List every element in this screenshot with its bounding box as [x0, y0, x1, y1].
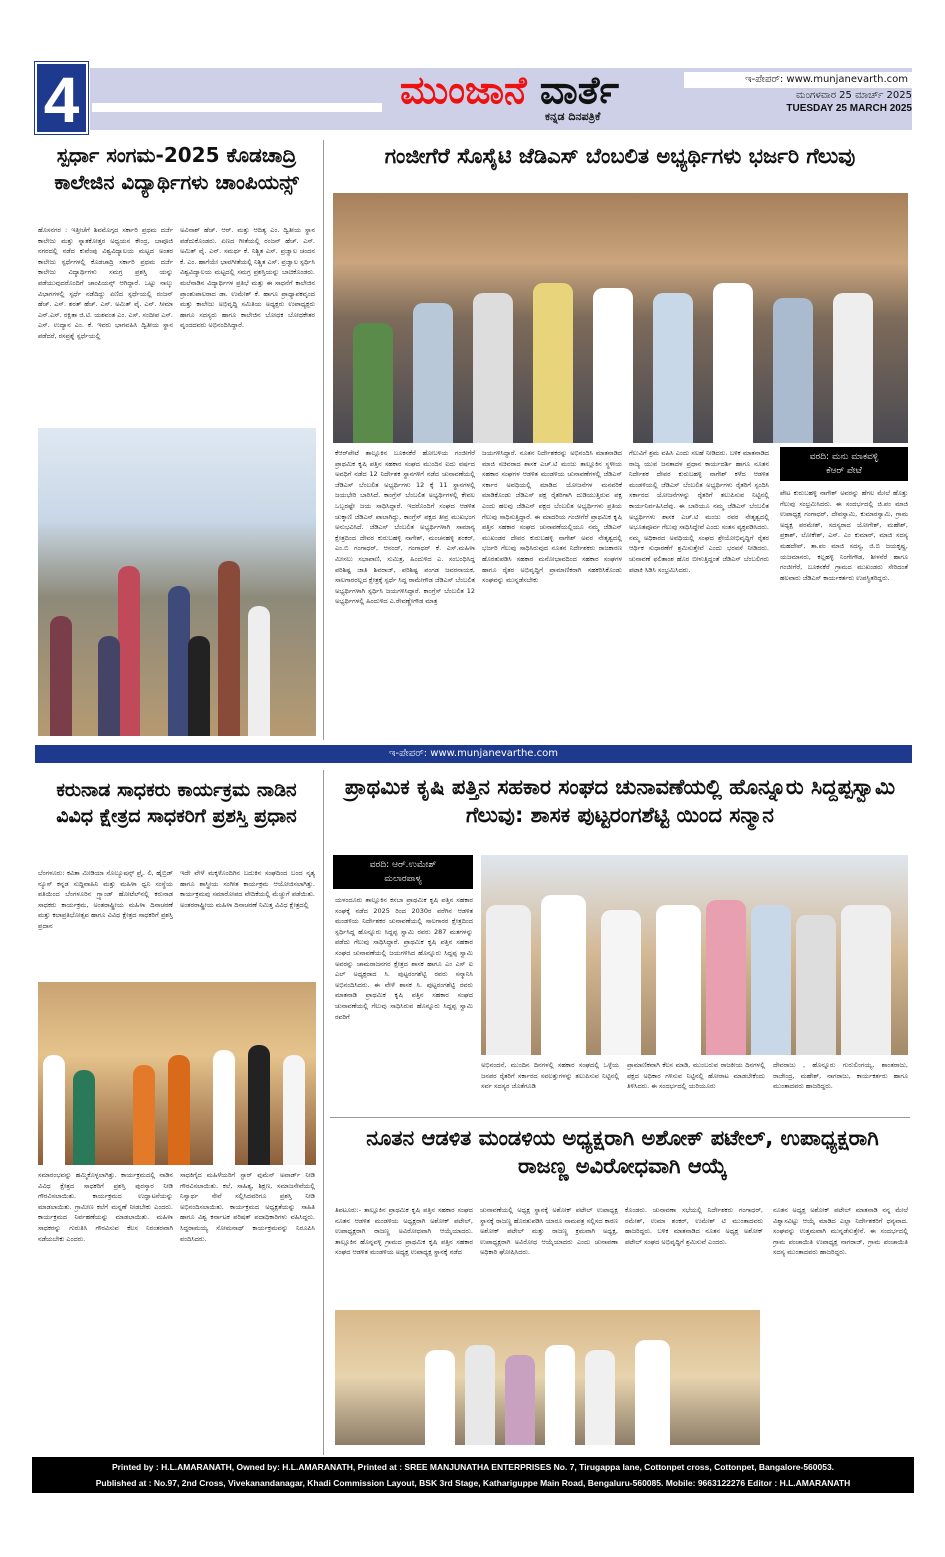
- award-ceremony-photo: [38, 982, 316, 1165]
- article-5-col1: ತಿಪಟೂರು:- ತಾಲ್ಲೂಕಿನ ಪ್ರಾಥಮಿಕ ಕೃಷಿ ಪತ್ತಿನ ಸಹಕಾರ ಸಂಘದ ನೂತನ ಆಡಳಿತ ಮಂಡಳಿಯ ಅಧ್ಯಕ್ಷರಾಗಿ ಅಶೋಕ್ ಪಟೇಲ್, ಉಪಾಧ್ಯಕ್ಷರಾಗಿ ರಾಜಣ್ಣ ಅವಿರೋಧವಾಗಿ ಆಯ್ಕೆಯಾದರು. ತಾಲ್ಲೂಕಿನ ಹೊನ್ನವಳ್ಳಿ ಗ್ರಾಮದ ಪ್ರಾಥಮಿಕ ಕೃಷಿ ಪತ್ತಿನ ಸಹಕಾರ ಸಂಘದ ಆಡಳಿತ ಮಂಡಳಿಯ ಅಧ್ಯಕ್ಷ ಉಪಾಧ್ಯಕ್ಷ ಸ್ಥಾನಕ್ಕೆ ನಡೆದ: [335, 1206, 473, 1257]
- students-group-photo: [38, 428, 316, 736]
- date-english: TUESDAY 25 MARCH 2025: [786, 103, 912, 114]
- byline-place: ಮಲಾರಪಾಳ್ಯ: [384, 874, 422, 884]
- article-2-col3: ಗೆಲುವಿಗೆ ಶ್ರಮ ವಹಿಸಿ ಎಂದು ಸಲಹೆ ನೀಡಿದರು. ಬಳಿಕ ಮಾತನಾಡಿದ ರಾಜ್ಯ ಯುವ ಜನತಾದಳ ಪ್ರಧಾನ ಕಾರ್ಯದರ್ಶಿ ಹಾಗೂ ನೂತನ ನಿರ್ದೇಶಕ ದೇವರ ಕುರುಬಹಳ್ಳಿ ನಾಗೇಶ್ ಕಳೆದ ಆಡಳಿತ ಮಂಡಳಿಯಲ್ಲಿ ಜೆಡಿಎಸ್ ಬೆಂಬಲಿತ ಅಭ್ಯರ್ಥಿಗಳು ರೈತರಿಗೆ ಸ್ಪಂದಿಸಿ ಸರ್ಕಾರದ ಯೋಜನೆಗಳನ್ನು ರೈತರಿಗೆ ತಲುಪಿಸುವ ನಿಟ್ಟಿನಲ್ಲಿ ಕಾರ್ಯನಿರ್ವಹಿಸಿದೆವು. ಈ ಬಾರಿಯೂ ನಮ್ಮ ಜೆಡಿಎಸ್ ಬೆಂಬಲಿತ ಅಭ್ಯರ್ಥಿಗಳು ಶಾಸಕ ಎಚ್.ಟಿ ಮಂಜು ರವರ ನೇತೃತ್ವದಲ್ಲಿ ಅಭೂತಪೂರ್ವ ಗೆಲುವು ಸಾಧಿಸಿದ್ದೇವೆ ಎಂದು ಸಂತಸ ವ್ಯಕ್ತಪಡಿಸಿದರು. ನಮ್ಮ ಅಧಿಕಾರದ ಅವಧಿಯಲ್ಲಿ ಸಂಘದ ಶ್ರೇಯೋಭಿವೃದ್ಧಿಗೆ ರೈತರ ಆರ್ಥಿಕ ಸುಧಾರಣೆಗೆ ಶ್ರಮಿಸುತ್ತೇವೆ ಎಂದು ಭರವಸೆ ನೀಡಿದರು. ಚುನಾವಣೆ ಫಲಿತಾಂಶ ಹೊರ ಬೀಳುತ್ತಿದ್ದಂತೆ ಜೆಡಿಎಸ್ ಬೆಂಬಲಿಗರು ಪಟಾಕಿ ಸಿಡಿಸಿ ಸಂಭ್ರಮಿಸಿದರು.: [629, 449, 769, 574]
- felicitation-photo: [481, 855, 908, 1055]
- article-4-byline: [333, 855, 473, 889]
- jds-winners-photo: [333, 193, 908, 443]
- logo-black: ವಾರ್ತೆ: [539, 68, 620, 112]
- headline-article-1: ಸ್ಪರ್ಧಾ ಸಂಗಮ-2025 ಕೊಡಚಾದ್ರಿ ಕಾಲೇಜಿನ ವಿದ್ಯಾರ್ಥಿಗಳು ಚಾಂಪಿಯನ್ಸ್: [54, 143, 299, 194]
- article-4-col1: ಯಳಂದೂರು ತಾಲ್ಲೂಕಿನ ಕಸಬಾ ಪ್ರಾಥಮಿಕ ಕೃಷಿ ಪತ್ತಿನ ಸಹಕಾರ ಸಂಘಕ್ಕೆ ನಡೆದ 2025 ರಿಂದ 2030ರ ವರೆಗಿನ ಆಡಳಿತ ಮಂಡಳಿಯ ನಿರ್ದೇಶಕರ ಚುನಾವಣೆಯಲ್ಲಿ ಸಾಲಗಾರರ ಕ್ಷೇತ್ರದಿಂದ ಸ್ಪರ್ಧಿಸಿದ್ದ ಹೊನ್ನೂರು ಸಿದ್ದಪ್ಪ ಸ್ವಾಮಿ ರವರು 287 ಮತಗಳನ್ನು ಪಡೆದು ಗೆಲುವು ಸಾಧಿಸಿದ್ದಾರೆ. ಪ್ರಾಥಮಿಕ ಕೃಷಿ ಪತ್ತಿನ ಸಹಕಾರ ಸಂಘದ ಚುನಾವಣೆಯಲ್ಲಿ ಜಯಗಳಿಸಿದ ಹೊನ್ನೂರು ಸಿದ್ದಪ್ಪ ಸ್ವಾಮಿ ಅವರನ್ನು ಚಾಮರಾಜನಗರ ಕ್ಷೇತ್ರದ ಶಾಸಕ ಹಾಗೂ ಎಂ ಎಸ್ ಐ ಎಲ್ ಅಧ್ಯಕ್ಷರಾದ ಸಿ. ಪುಟ್ಟರಂಗಶೆಟ್ಟಿ ರವರು ಸನ್ಮಾನಿಸಿ ಅಭಿನಂದಿಸಿದರು. ಈ ವೇಳೆ ಶಾಸಕ ಸಿ. ಪುಟ್ಟರಂಗಶೆಟ್ಟಿ ರವರು ಮಾತನಾಡಿ ಪ್ರಾಥಮಿಕ ಕೃಷಿ ಪತ್ತಿನ ಸಹಕಾರ ಸಂಘದ ಚುನಾವಣೆಯಲ್ಲಿ ಗೆಲುವು ಸಾಧಿಸಿರುವ ಹೊನ್ನೂರು ಸಿದ್ದಪ್ಪ ಸ್ವಾಮಿ ರವರಿಗೆ: [335, 896, 473, 1021]
- article-1-col1: ಹೊಸನಗರ : ಇತ್ತೀಚೆಗೆ ಶಿವಮೊಗ್ಗದ ಸರ್ಕಾರಿ ಪ್ರಥಮ ದರ್ಜೆ ಕಾಲೇಜು ಮತ್ತು ಸ್ನಾತಕೋತ್ತರ ಅಧ್ಯಯನ ಕೇಂದ್ರ, ಬಾಪೂಜಿ ನಗರದಲ್ಲಿ ನಡೆದ ಕುವೆಂಪು ವಿಶ್ವವಿದ್ಯಾಲಯ ಮಟ್ಟದ ಅಂತರ ಕಾಲೇಜು ಸ್ಪರ್ಧೆಗಳಲ್ಲಿ ಕೊಡಚಾದ್ರಿ ಸರ್ಕಾರಿ ಪ್ರಥಮ ದರ್ಜೆ ಕಾಲೇಜು ವಿದ್ಯಾರ್ಥಿಗಳು ಸಮಗ್ರ ಪ್ರಶಸ್ತಿ ಯನ್ನು ಪಡೆಯುವುದರೊಂದಿಗೆ ಚಾಂಪಿಯನ್ಸ್ ಆಗಿದ್ದಾರೆ. ಒಟ್ಟು ನಾಲ್ಕು ವಿಭಾಗಗಳಲ್ಲಿ ಸ್ಪರ್ಧೆ ನಡೆದಿದ್ದು ಏಣಿದ ಸ್ಪರ್ಧೆಯಲ್ಲಿ ರಂಜನ್ ಹೆಚ್. ಎಸ್. ಶರತ್ ಹೆಚ್. ಎಸ್. ಅಮಿತ್ ವೈ. ಎನ್. ಸೀಮಾ ಎನ್.ಎಸ್. ರಕ್ಷಿತಾ ಜಿ.ಟಿ. ಯಶವಂತ ಎಂ. ಎಸ್. ಸಂದೀಪ ಎಸ್. ಎಸ್. ಉದ್ಯಾನ ಎಂ. ಕೆ. ಇವರು ಭಾಗವಹಿಸಿ ದ್ವಿತೀಯ ಸ್ಥಾನ ಪಡೆದರೆ, ರಸಪ್ರಶ್ನೆ ಸ್ಪರ್ಧೆಯಲ್ಲಿ: [38, 226, 173, 340]
- newspaper-logo: [400, 68, 619, 113]
- article-3-col3: ಸಮಾರಂಭವನ್ನು ಹಮ್ಮಿಕೊಳ್ಳಲಾಗಿತ್ತು. ಕಾರ್ಯಕ್ರಮದಲ್ಲಿ ನಾಡಿನ ವಿವಿಧ ಕ್ಷೇತ್ರದ ಸಾಧಕರಿಗೆ ಪ್ರಶಸ್ತಿ ಪುರಸ್ಕಾರ ನೀಡಿ ಗೌರವಿಸಲಾಯಿತು. ಕಾರ್ಯಕ್ರಮದ ಉದ್ಘಾಟನೆಯನ್ನು ಮಾಡಲಾಯಿತು. ಗ್ರಾಮೀಣ ಕಲೆಗೆ ಮನ್ನಣೆ ನೀಡಬೇಕು ಎಂದರು. ಕಾರ್ಯಕ್ರಮದ ನಿರ್ವಹಣೆಯನ್ನು ಮಾಡಲಾಯಿತು. ಮಹಿಳಾ ಸಾಧಕರನ್ನು ಗುರುತಿಸಿ ಗೌರವಿಸುವ ಕೆಲಸ ನಿರಂತರವಾಗಿ ನಡೆಯಬೇಕು ಎಂದರು.: [38, 1171, 173, 1243]
- byline-reporter: ವರದಿ: ಮನು ಮಾಕವಳ್ಳಿ: [809, 452, 879, 462]
- column-divider: [323, 770, 324, 1455]
- headline-article-5: ನೂತನ ಆಡಳಿತ ಮಂಡಳಿಯ ಅಧ್ಯಕ್ಷರಾಗಿ ಅಶೋಕ್ ಪಟೇಲ್, ಉಪಾಧ್ಯಕ್ಷರಾಗಿ ರಾಜಣ್ಣ ಅವಿರೋಧವಾಗಿ ಆಯ್ಕೆ: [366, 1126, 879, 1179]
- epaper-banner[interactable]: ಇ-ಪೇಪರ್: www.munjanevarthe.com: [35, 745, 912, 763]
- logo-red: ಮುಂಜಾನೆ: [400, 68, 527, 112]
- headline-article-4: ಪ್ರಾಥಮಿಕ ಕೃಷಿ ಪತ್ತಿನ ಸಹಕಾರ ಸಂಘದ ಚುನಾವಣೆಯಲ್ಲಿ ಹೊನ್ನೂರು ಸಿದ್ದಪ್ಪಸ್ವಾಮಿ ಗೆಲುವು: ಶಾಸಕ ಪುಟ್ಟರಂಗಶೆಟ್ಟಿ ಯಿಂದ ಸನ್ಮಾನ: [344, 775, 896, 828]
- article-5-col2: ಚುನಾವಣೆಯಲ್ಲಿ ಅಧ್ಯಕ್ಷ ಸ್ಥಾನಕ್ಕೆ ಅಶೋಕ್ ಪಟೇಲ್ ಉಪಾಧ್ಯಕ್ಷ ಸ್ಥಾನಕ್ಕೆ ರಾಜಣ್ಣ ಹೊರತುಪಡಿಸಿ ಯಾರೂ ನಾಮಪತ್ರ ಸಲ್ಲಿಸದ ಕಾರಣ ಅಶೋಕ್ ಪಟೇಲ್ ಮತ್ತು ರಾಜಣ್ಣ ಕ್ರಮವಾಗಿ ಅಧ್ಯಕ್ಷ, ಉಪಾಧ್ಯಕ್ಷರಾಗಿ ಅವಿರೋಧ ಆಯ್ಕೆಯಾದರು ಎಂದು ಚುನಾವಣಾ ಅಧಿಕಾರಿ ಘೋಷಿಸಿದರು.: [480, 1206, 618, 1257]
- footer-line-2: Published at : No.97, 2nd Cross, Vivekanandanagar, Khadi Commission Layout, BSK 3rd Stage, Kathariguppe Main Road, Bengaluru-560085. Mobile: 9663122276 Editor : H.L.AMARANATH: [95, 1478, 851, 1488]
- article-2-col4: ಪೇಟ ಕುರುಬಹಳ್ಳಿ ನಾಗೇಶ್ ಅವರನ್ನು ಹೆಗಲ ಮೇಲೆ ಹೊತ್ತು ಗೆಲುವು ಸಂಭ್ರಮಿಸಿದರು. ಈ ಸಂದರ್ಭದಲ್ಲಿ ಜಿ.ಪಂ ಮಾಜಿ ಉಪಾಧ್ಯಕ್ಷ ಗಂಗಾಧರ್, ದೇವಸ್ವಾಮಿ, ಕುಮಾರಸ್ವಾಮಿ, ಗ್ರಾಮ ಅಧ್ಯಕ್ಷ ಪರಮೇಶ್, ಸದಸ್ಯರಾದ ಯೋಗೇಶ್, ಮಹೇಶ್, ಪ್ರಕಾಶ್, ಲೋಕೇಶ್, ಎಸ್. ಎಂ ಕುಮಾರ್, ಮಾಜಿ ಸದಸ್ಯ ಮಹದೇವ್, ತಾ.ಪಂ ಮಾಜಿ ಸದಸ್ಯ, ಜಿ.ಬಿ ಜಯಕೃಷ್ಣ, ಯಜಮಾನರು, ಕಲ್ಲಹಳ್ಳಿ ನಿಂಗೇಗೌಡ, ಶೀಳನೆರೆ ಹಾಗೂ ಗಂಜೀಗೆರೆ, ಬೂಕನಕೆರೆ ಗ್ರಾಮದ ಮುಖಂಡರು ಸೇರಿದಂತೆ ಹಲವಾರು ಜೆಡಿಎಸ್ ಕಾರ್ಯಕರ್ತರು ಉಪಸ್ಥಿತರಿದ್ದರು.: [780, 489, 908, 582]
- article-2-col2: ಜಯಗಳಿಸಿದ್ದಾರೆ. ನೂತನ ನಿರ್ದೇಶಕರನ್ನು ಅಭಿನಂದಿಸಿ ಮಾತನಾಡಿದ ಮಾಜಿ ಸಚಿವರಾದ ಶಾಸಕ ಎಚ್.ಟಿ ಮಂಜು ತಾಲ್ಲೂಕಿನ ಸ್ಥಳೀಯ ಸಹಕಾರ ಸಂಘಗಳ ಆಡಳಿತ ಮಂಡಳಿಯ ಚುನಾವಣೆಗಳಲ್ಲಿ ಜೆಡಿಎಸ್ ಸರ್ಕಾರ ಅವಧಿಯಲ್ಲಿ ಮಾಡಿದ ಯೋಜನೆಗಳ ಮನವರಿಕೆ ಮಾಡಿಕೊಂಡು ಜೆಡಿಎಸ್ ಪಕ್ಷ ರೈತರಿಗಾಗಿ ದುಡಿಯುತ್ತಿರುವ ಪಕ್ಷ ಎಂದು ಹಲವು ಜೆಡಿಎಸ್ ಪಕ್ಷದ ಬೆಂಬಲಿತ ಅಭ್ಯರ್ಥಿಗಳು ಪ್ರತಿಯ ಗೆಲುವು ಸಾಧಿಸುತ್ತಿದ್ದಾರೆ. ಈ ಮಾದರಿಯ ಗಂಜೀಗೆರೆ ಪ್ರಾಥಮಿಕ ಕೃಷಿ ಪತ್ತಿನ ಸಹಕಾರ ಸಂಘದ ಚುನಾವಣೆಯಲ್ಲಿಯೂ ನಮ್ಮ ಜೆಡಿಎಸ್ ಮುಖಂಡರ ದೇವರ ಕುರುಬಹಳ್ಳಿ ನಾಗೇಶ್ ಅವರ ನೇತೃತ್ವದಲ್ಲಿ ಭರ್ಜರಿ ಗೆಲುವು ಸಾಧಿಸಿರುವುದ ನೂತನ ನಿರ್ದೇಶಕರು ರಾಜಕಾರಣ ಹೊರತುಪಡಿಸಿ ಸಹಕಾರ ಮನೋಭಾವದಿಂದ ಸಹಕಾರ ಸಂಘಗಳ ಹಾಗೂ ರೈತರ ಅಭಿವೃದ್ಧಿಗೆ ಪ್ರಾಮಾಣಿಕರಾಗಿ ಸಹಕರಿಸಿಕೊಂಡು ಸಂಘವನ್ನು ಮುನ್ನಡೆಸಬೇಕು: [482, 449, 622, 585]
- headline-article-2: ಗಂಜೀಗೆರೆ ಸೊಸೈಟಿ ಜೆಡಿಎಸ್ ಬೆಂಬಲಿತ ಅಭ್ಯರ್ಥಿಗಳು ಭರ್ಜರಿ ಗೆಲುವು: [384, 144, 856, 168]
- tagline: ಕನ್ನಡ ದಿನಪತ್ರಿಕೆ: [545, 110, 601, 123]
- date-kannada: ಮಂಗಳವಾರ 25 ಮಾರ್ಚ್ 2025: [795, 90, 912, 101]
- byline-place: ಕೆಆರ್ ಪೇಟೆ: [826, 466, 862, 476]
- article-1-col2: ಅವಿನಾಶ್ ಹೆಚ್. ಆರ್. ಮತ್ತು ಆದಿತ್ಯ ಎಂ. ದ್ವಿತೀಯ ಸ್ಥಾನ ಪಡೆದುಕೊಂಡರು. ಏಣದ ಗೀತೆಯಲ್ಲಿ ರಂಜನ್ ಹೆಚ್. ಎಸ್. ಅಮಿತ್ ವೈ. ಎನ್. ಸಮರ್ಥ ಕೆ. ನಿಶ್ಚಿತ ಎಸ್. ಪ್ರಜ್ವಾಲ ಚಂದನ ಕೆ. ಎಂ. ಹಾಗೆಯೇ ಭಾವಗೀತೆಯಲ್ಲಿ ನಿಶ್ಚಿತ ಎಸ್. ಪ್ರಜ್ವಾಲ ಸ್ಪರ್ಧಿಸಿ ವಿಶ್ವವಿದ್ಯಾಲಯ ಮಟ್ಟದಲ್ಲಿ ಸಮಗ್ರ ಪ್ರಶಸ್ತಿಯನ್ನು ಬಾಚಿಕೊಂಡರು. ಮಲೆನಾಡಿನ ವಿದ್ಯಾರ್ಥಿಗಳ ಪ್ರತಿಭೆ ಮತ್ತು ಈ ಸಾಧನೆಗೆ ಕಾಲೇಜಿನ ಪ್ರಾಂಶುಪಾಲರಾದ ಡಾ. ಉಮೇಶ್ ಕೆ. ಹಾಗೂ ಪ್ರಾಧ್ಯಾಪಕವೃಂದ ಮತ್ತು ಕಾಲೇಜು ಅಭಿವೃದ್ಧಿ ಸಮಿತಿಯ ಅಧ್ಯಕ್ಷರು ಉಪಾಧ್ಯಕ್ಷರು ಹಾಗೂ ಸದಸ್ಯರು ಹಾಗೂ ಕಾಲೇಜಿನ ಬೋಧಕ ಬೋಧಕೇತರ ವೃಂದದವರು ಅಭಿನಂದಿಸಿದ್ದಾರೆ.: [180, 226, 315, 330]
- article-5-col3: ಕೊಂಡರು. ಚುನಾವಣಾ ಸಭೆಯಲ್ಲಿ ನಿರ್ದೇಶಕರು ಗಂಗಾಧರ್, ರಮೇಶ್, ಉಮಾ ಶಂಕರ್, ಉಮೇಶ್ ಟಿ ಮುಂತಾದವರು ಹಾಜರಿದ್ದರು. ಬಳಿಕ ಮಾತನಾಡಿದ ನೂತನ ಅಧ್ಯಕ್ಷ ಅಶೋಕ್ ಪಟೇಲ್ ಸಂಘದ ಅಭಿವೃದ್ಧಿಗೆ ಶ್ರಮಿಸುವೆ ಎಂದರು.: [625, 1206, 763, 1246]
- article-3-col2: ಇದೇ ವೇಳೆ ಮಕ್ಕಳೊಂದಿಗಿನ ಬದುಕಿನ ಸಂಘದಿಂದ ಬಂದ ನೃತ್ಯ ಹಾಗೂ ಶಾಸ್ತ್ರೀಯ ಸಂಗೀತ ಕಾರ್ಯಕ್ರಮ ಆಯೋಜಿಸಲಾಗಿತ್ತು. ಕಾರ್ಯಕ್ರಮವು ಸಮಾರೋಪದ ವೇದಿಕೆಯಲ್ಲಿ ಮೆಚ್ಚುಗೆ ಪಡೆಯಿತು. ಅಂತರರಾಷ್ಟ್ರೀಯ ಮಹಿಳಾ ದಿನಾಚರಣೆ ನಿಮಿತ್ತ ವಿವಿಧ ಕ್ಷೇತ್ರದಲ್ಲಿ: [180, 869, 315, 909]
- article-4-col3: ಪ್ರಾಮಾಣಿಕವಾಗಿ ಕೆಲಸ ಮಾಡಿ, ಮುಂಬರುವ ರಾಜಕೀಯ ದಿನಗಳಲ್ಲಿ ಪಕ್ಷದ ಅಧಿಕಾರ ಗಳಿಸುವ ನಿಟ್ಟಿನಲ್ಲಿ ಹೋರಾಟ ಮಾಡಬೇಕೆಂದು ತಿಳಿಸಿದರು. ಈ ಸಂದರ್ಭದಲ್ಲಿ ಯರಿಯೂರು: [627, 1061, 765, 1091]
- article-3-col4: ಸಾಧಕಿಗೈದ ಮಹಿಳೆಯರಿಗೆ ಸ್ಟಾರ್ ವುಮೆನ್ ಅವಾರ್ಡ್ ನೀಡಿ ಗೌರವಿಸಲಾಯಿತು. ಕಲೆ, ಸಾಹಿತ್ಯ, ಶಿಕ್ಷಣ, ಸಮಾಜಸೇವೆಯಲ್ಲಿ ನಿಸ್ವಾರ್ಥ ಸೇವೆ ಸಲ್ಲಿಸಿದವರಿಗೂ ಪ್ರಶಸ್ತಿ ನೀಡಿ ಅಭಿನಂದಿಸಲಾಯಿತು. ಕಾರ್ಯಕ್ರಮದ ಅಧ್ಯಕ್ಷತೆಯನ್ನು ಸಾಹಿತಿ ಹಾಗೂ ವಿಶ್ವ ಕರ್ನಾಟಕ ಪರಿಷತ್ ಪದಾಧಿಕಾರಿಗಳು ವಹಿಸಿದ್ದರು. ಸಿದ್ದರಾಮಯ್ಯ ಸೋಮನಾಥ್ ಕಾರ್ಯಕ್ರಮವನ್ನು ನಿರೂಪಿಸಿ ವಂದಿಸಿದರು.: [180, 1171, 315, 1243]
- headline-article-3: ಕರುನಾಡ ಸಾಧಕರು ಕಾರ್ಯಕ್ರಮ ನಾಡಿನ ವಿವಿಧ ಕ್ಷೇತ್ರದ ಸಾಧಕರಿಗೆ ಪ್ರಶಸ್ತಿ ಪ್ರಧಾನ: [56, 779, 297, 827]
- footer-imprint: [32, 1457, 914, 1493]
- footer-line-1: Printed by : H.L.AMARANATH, Owned by: H.L.AMARANATH, Printed at : SREE MANJUNATHA ENTERPRISES No. 7, Tirugappa lane, Cottonpet cross, Cottonpet, Bangalore-560053.: [111, 1462, 835, 1472]
- divider: [330, 1117, 910, 1118]
- article-2-col1: ಕೆಆರ್‌ಪೇಟೆ ತಾಲ್ಲೂಕಿನ ಬೂಕನಕೆರೆ ಹೋಬಳಿಯ ಗಂಜೀಗೆರೆ ಪ್ರಾಥಮಿಕ ಕೃಷಿ ಪತ್ತಿನ ಸಹಕಾರ ಸಂಘದ ಮುಂದಿನ ಐದು ವರ್ಷದ ಅವಧಿಗೆ ನಡೆದ 12 ನಿರ್ದೇಶಕ ಸ್ಥಾನಗಳಿಗೆ ನಡೆದ ಚುನಾವಣೆಯಲ್ಲಿ ಜೆಡಿಎಸ್ ಬೆಂಬಲಿತ ಅಭ್ಯರ್ಥಿಗಳು 12 ಕ್ಕೆ 11 ಸ್ಥಾನಗಳಲ್ಲಿ ಜಯಭೇರಿ ಬಾರಿಸಿದೆ. ಕಾಂಗ್ರೆಸ್ ಬೆಂಬಲಿತ ಅಭ್ಯರ್ಥಿಗಳಲ್ಲಿ ಕೇವಲ ಒಬ್ಬರಷ್ಟೇ ಜಯ ಸಾಧಿಸಿದ್ದಾರೆ. ಇದರೊಂದಿಗೆ ಸಂಘದ ಆಡಳಿತ ಚುಕ್ಕಾಣಿ ಜೆಡಿಎಸ್ ಪಾಲಾಗಿದ್ದು, ಕಾಂಗ್ರೆಸ್ ಪಕ್ಷದ ತೀವ್ರ ಮುಖಭಂಗ ಅನುಭವಿಸಿದೆ. ಜೆಡಿಎಸ್ ಬೆಂಬಲಿತ ಅಭ್ಯರ್ಥಿಗಳಾಗಿ ಸಾಮಾನ್ಯ ಕ್ಷೇತ್ರದಿಂದ ದೇವರ ಕುರುಬಹಳ್ಳಿ ನಾಗೇಶ್, ಮಂಚನಹಳ್ಳಿ ಶಂಕರ್, ಎಂ.ಬಿ ಗಂಗಾಧರ್, ಆನಂದ್, ಗಂಗಾಧರ್ ಕೆ. ಎಸ್.ಮಹಿಳಾ ಮೀಸಲು ಸಭಾಪಾಣಿ, ಸುಮಿತ್ರ, ಹಿಂದುಳಿದ ಎ. ಸಂಬಂಧಿಸಿದ್ದ ಪರಿಶಿಷ್ಟ ಜಾತಿ ಶಿವರಾಜ್, ಪರಿಶಿಷ್ಟ ಪಂಗಡ ಜವರನಾಯಕ, ಸಾಲಗಾರರಲ್ಲದ ಕ್ಷೇತ್ರಕ್ಕೆ ಸ್ಪರ್ಧೆ ಸಿದ್ದ ರಾಮೇಗೌಡ ಜೆಡಿಎಸ್ ಬೆಂಬಲಿತ ಅಭ್ಯರ್ಥಿಗಳಾಗಿ ಸ್ಪರ್ಧಿಸಿ ಜಯಗಳಿಸಿದ್ದಾರೆ. ಕಾಂಗ್ರೆಸ್ ಬೆಂಬಲಿತ 12 ಅಭ್ಯರ್ಥಿಗಳಲ್ಲಿ ಹಿಂದುಳಿದ ಎ.ರೇವಣ್ಣೇಗೌಡ ಮಾತ್ರ: [335, 449, 475, 606]
- article-2-byline: [780, 447, 908, 481]
- article-3-col1: ಬೆಂಗಳೂರು: ಕವಿತಾ ಮೀಡಿಯಾ ಸೊಲ್ಯೂಷನ್ಸ್ ಪ್ರೈ. ಲಿ, ಹೈಬ್ರಿಡ್ ನ್ಯೂಸ್ ಕನ್ನಡ ಸುದ್ದಿವಾಹಿನಿ ಮತ್ತು ಮಹಿಳಾ ಧ್ವನಿ ಸಂಸ್ಥೆಯ ವತಿಯಿಂದ ಬೆಂಗಳೂರಿನ ಗ್ರ್ಯಾಂಡ್ ಹೋಟೆಲ್‌ನಲ್ಲಿ ಕರುನಾಡ ಸಾಧಕರು ಕಾರ್ಯಕ್ರಮ, ಅಂತರಾಷ್ಟ್ರೀಯ ಮಹಿಳಾ ದಿನಾಚರಣೆ ಮತ್ತು ಕಲಾಪ್ರತಿಭೋತ್ಸವ ಹಾಗೂ ವಿವಿಧ ಕ್ಷೇತ್ರದ ಸಾಧಕರಿಗೆ ಪ್ರಶಸ್ತಿ ಪ್ರದಾನ: [38, 869, 173, 930]
- article-4-col4: ದೇವರಾಜು , ಹೊನ್ನೂರು ಗುರುಲಿಂಗಯ್ಯ, ಶಾಂತರಾಜು, ರಾಜೇಂದ್ರ, ಮಹೇಶ್, ನಾಗರಾಜು, ಕಾರ್ಯಕರ್ತರು ಹಾಗೂ ಮುಂತಾದವರು ಹಾಜರಿದ್ದರು.: [773, 1061, 908, 1091]
- page-number: 4: [35, 62, 88, 134]
- epaper-link[interactable]: ಇ-ಪೇಪರ್: www.munjanevarth.com: [684, 72, 912, 88]
- byline-reporter: ವರದಿ: ಆರ್.ಉಮೇಶ್: [369, 860, 437, 870]
- committee-group-photo: [335, 1310, 760, 1445]
- column-divider: [323, 140, 324, 740]
- article-5-col4: ನೂತನ ಅಧ್ಯಕ್ಷ ಅಶೋಕ್ ಪಟೇಲ್ ಮಾತನಾಡಿ ನನ್ನ ಮೇಲೆ ವಿಶ್ವಾಸವಿಟ್ಟು ಆಯ್ಕೆ ಮಾಡಿದ ಎಲ್ಲಾ ನಿರ್ದೇಶಕರಿಗೆ ಧನ್ಯವಾದ. ಸಂಘವನ್ನು ಉತ್ತಮವಾಗಿ ಮುನ್ನಡೆಸುತ್ತೇನೆ. ಈ ಸಂದರ್ಭದಲ್ಲಿ ಗ್ರಾಮ ಪಂಚಾಯಿತಿ ಉಪಾಧ್ಯಕ್ಷ ನಾಗರಾಜ್, ಗ್ರಾಮ ಪಂಚಾಯಿತಿ ಸದಸ್ಯ ಮುಂತಾದವರು ಹಾಜರಿದ್ದರು.: [773, 1206, 908, 1257]
- article-4-col2: ಅಭಿನಂದನೆ, ಮುಂದಿನ ದಿನಗಳಲ್ಲಿ ಸಹಕಾರ ಸಂಘದಲ್ಲಿ ಒಳ್ಳೆಯ ಜನಪರ ರೈತರಿಗೆ ಸರ್ಕಾರದ ಸವಲತ್ತುಗಳನ್ನು ತಲುಪಿಸುವ ನಿಟ್ಟಿನಲ್ಲಿ ಸರ್ವ ಸದಸ್ಯರ ಜೊತೆಗೂಡಿ: [481, 1061, 619, 1091]
